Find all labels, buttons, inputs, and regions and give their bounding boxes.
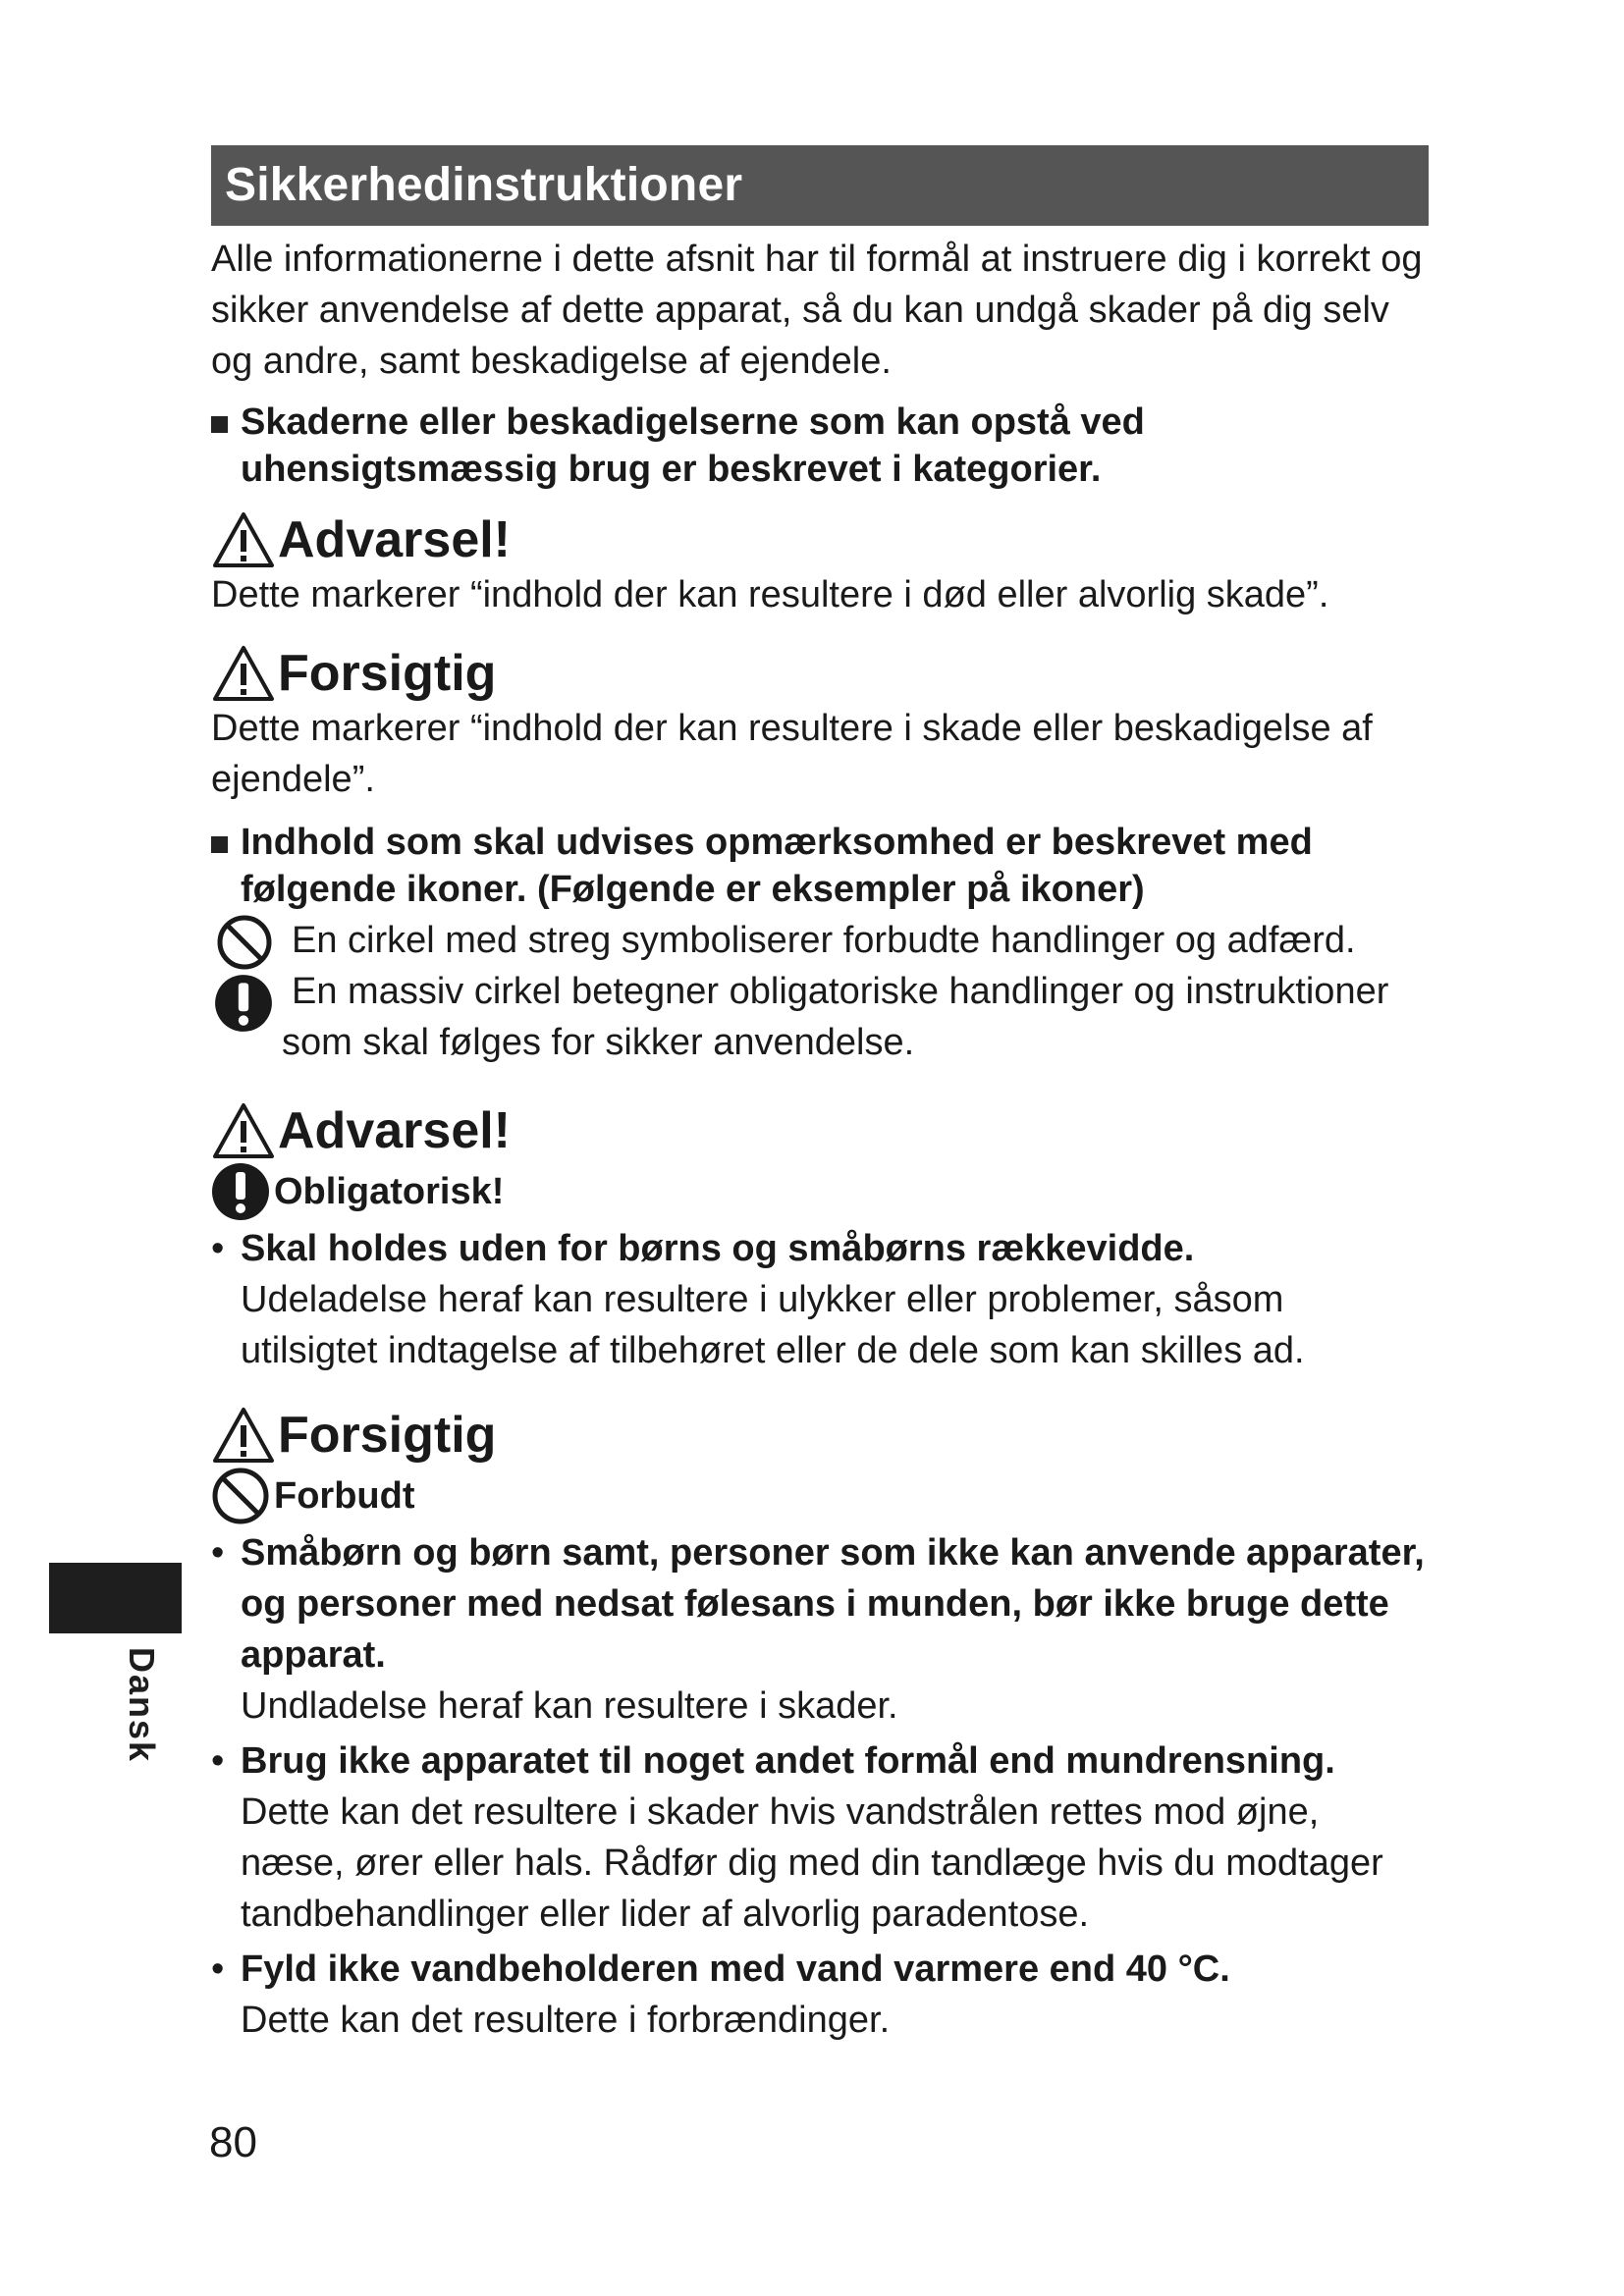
prohibited-subtitle-text: Forbudt <box>274 1475 415 1517</box>
warning-section-title <box>211 1101 1429 1160</box>
caution-def-title-text: Forsigtig <box>278 645 497 702</box>
bullet-body: Dette kan det resultere i forbrændinger. <box>241 2000 891 2041</box>
caution-def-title <box>211 644 1429 703</box>
bullet-dot: • <box>211 1949 225 1990</box>
mandatory-icon <box>209 1160 272 1223</box>
warning-bullet <box>211 1223 1429 1376</box>
warning-def-title <box>211 510 1429 569</box>
warning-def-text: Dette markerer “indhold der kan resultere i død eller alvorlig skade”. <box>211 574 1329 615</box>
bullet-body: Undladelse heraf kan resultere i skader. <box>241 1685 898 1727</box>
bullet-heading: Fyld ikke vandbeholderen med vand varmere end 40 °C. <box>241 1949 1230 1990</box>
caution-section <box>211 1406 1429 2046</box>
icons-heading-text: Indhold som skal udvises opmærksomhed er beskrevet med følgende ikoner. (Følgende er eksempler på ikoner) <box>241 822 1313 910</box>
icons-heading <box>211 819 1429 913</box>
intro-paragraph: Alle informationerne i dette afsnit har til formål at instruere dig i korrekt og sikker anvendelse af dette apparat, så du kan undgå skader på dig selv og andre, samt beskadigelse af ejendele. <box>211 239 1423 382</box>
section-title: Sikkerhedinstruktioner <box>211 145 1429 226</box>
prohibited-subtitle <box>211 1465 1429 1527</box>
language-tab-marker <box>49 1563 182 1633</box>
caution-triangle-icon <box>211 644 276 703</box>
warning-triangle-icon <box>211 510 276 569</box>
warning-def-title-text: Advarsel! <box>278 511 511 568</box>
warning-section-title-text: Advarsel! <box>278 1102 511 1159</box>
caution-section-title <box>211 1406 1429 1465</box>
mandatory-icon-text-line-2: som skal følges for sikker anvendelse. <box>282 1022 915 1063</box>
caution-bullet <box>211 1944 1429 2046</box>
category-heading-text: Skaderne eller beskadigelserne som kan opstå ved uhensigtsmæssig brug er beskrevet i kategorier. <box>241 401 1145 490</box>
square-bullet-icon <box>211 836 228 853</box>
mandatory-icon-text-line-1: En massiv cirkel betegner obligatoriske handlinger og instruktioner <box>292 971 1389 1012</box>
prohibited-icon-explanation <box>211 915 1429 966</box>
bullet-heading: Brug ikke apparatet til noget andet formål end mundrensning. <box>241 1740 1335 1782</box>
caution-triangle-icon <box>211 1406 276 1465</box>
mandatory-subtitle-text: Obligatorisk! <box>274 1171 505 1212</box>
prohibited-icon <box>209 1465 272 1527</box>
bullet-heading: Skal holdes uden for børns og småbørns rækkevidde. <box>241 1228 1195 1269</box>
caution-def-text: Dette markerer “indhold der kan resultere i skade eller beskadigelse af ejendele”. <box>211 708 1373 800</box>
square-bullet-icon <box>211 416 228 433</box>
warning-definition <box>211 510 1429 620</box>
warning-triangle-icon <box>211 1101 276 1160</box>
caution-definition <box>211 644 1429 805</box>
mandatory-icon-explanation <box>211 966 1429 1068</box>
bullet-body: Dette kan det resultere i skader hvis vandstrålen rettes mod øjne, næse, ører eller hals. Rådfør dig med din tandlæge hvis du modtager tandbehandlinger eller lider af alvorlig paradentose. <box>241 1791 1383 1935</box>
caution-bullet <box>211 1735 1429 1940</box>
category-heading <box>211 399 1429 493</box>
mandatory-subtitle <box>211 1160 1429 1223</box>
caution-section-title-text: Forsigtig <box>278 1407 497 1464</box>
prohibited-icon-text: En cirkel med streg symboliserer forbudte handlinger og adfærd. <box>292 920 1356 961</box>
prohibited-icon <box>215 913 274 972</box>
safety-instructions-page <box>211 145 1429 2046</box>
warning-section <box>211 1101 1429 1376</box>
page-number: 80 <box>209 2118 257 2166</box>
language-label: Dansk <box>122 1647 162 1764</box>
bullet-dot: • <box>211 1228 225 1269</box>
mandatory-icon <box>213 972 274 1035</box>
bullet-dot: • <box>211 1532 225 1574</box>
bullet-body: Udeladelse heraf kan resultere i ulykker eller problemer, såsom utilsigtet indtagelse af tilbehøret eller de dele som kan skilles ad. <box>241 1279 1305 1371</box>
caution-bullet <box>211 1527 1429 1732</box>
bullet-heading: Småbørn og børn samt, personer som ikke kan anvende apparater, og personer med nedsat følesans i munden, bør ikke bruge dette apparat. <box>241 1532 1425 1676</box>
bullet-dot: • <box>211 1740 225 1782</box>
